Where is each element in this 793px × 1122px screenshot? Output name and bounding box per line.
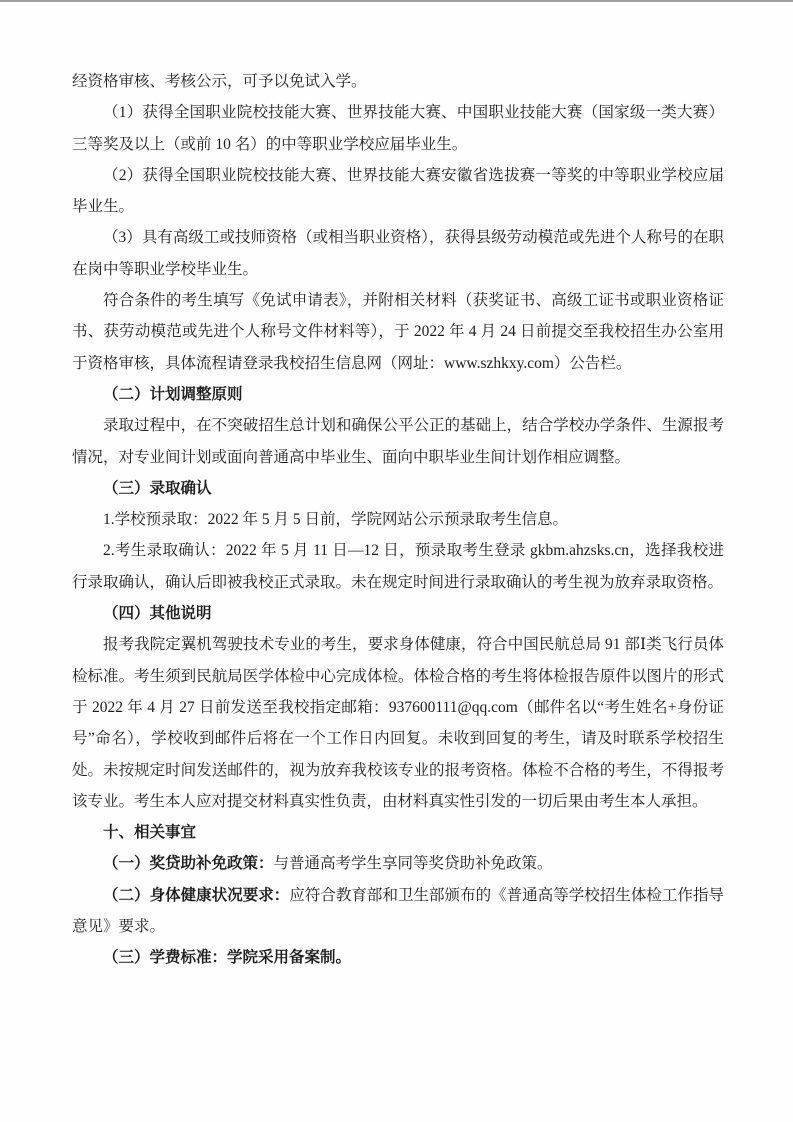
paragraph-text: 1.学校预录取：2022 年 5 月 5 日前，学院网站公示预录取考生信息。 bbox=[103, 511, 569, 529]
paragraph bbox=[72, 410, 724, 473]
paragraph bbox=[72, 535, 724, 598]
paragraph-text: 经资格审核、考核公示，可予以免试入学。 bbox=[72, 73, 367, 90]
paragraph-text: （三）录取确认 bbox=[103, 479, 212, 497]
paragraph-text: 录取过程中，在不突破招生总计划和确保公平公正的基础上，结合学校办学条件、生源报考情况，对专业间计划或面向普通高中毕业生、面向中职毕业生间计划作相应调整。 bbox=[72, 417, 724, 466]
paragraph-label: （二）身体健康状况要求： bbox=[103, 886, 290, 904]
paragraph-text: （二）计划调整原则 bbox=[103, 385, 243, 403]
paragraph-label: （三）学费标准： bbox=[103, 949, 228, 967]
paragraph-text: 学院采用备案制。 bbox=[227, 949, 352, 967]
paragraph bbox=[72, 848, 724, 879]
paragraph bbox=[72, 97, 724, 160]
scan-edge-artifact bbox=[0, 0, 793, 2]
paragraph bbox=[72, 285, 724, 379]
paragraph-text: （2）获得全国职业院校技能大赛、世界技能大赛安徽省选拔赛一等奖的中等职业学校应届毕业生。 bbox=[72, 166, 724, 216]
paragraph bbox=[72, 66, 724, 97]
paragraph bbox=[72, 880, 724, 943]
section-heading bbox=[72, 942, 724, 973]
paragraph bbox=[72, 222, 724, 285]
paragraph-text: （四）其他说明 bbox=[103, 605, 212, 623]
paragraph-text: 十、相关事宜 bbox=[103, 824, 197, 842]
paragraph-text: 应符合教育部和卫生部颁布的《普通高等学校招生体检工作指导意见》要求。 bbox=[72, 886, 724, 936]
paragraph-text: 符合条件的考生填写《免试申请表》，并附相关材料（获奖证书、高级工证书或职业资格证书、获劳动模范或先进个人称号文件材料等），于 2022 年 4 月 24 日前提交至我校招生办公室用于资格审核，具体流程请登录我校招生信息网（网址：www.szhkxy.com）公告栏。 bbox=[72, 292, 724, 372]
paragraph-text: 2.考生录取确认：2022 年 5 月 11 日—12 日，预录取考生登录 gkbm.ahzsks.cn，选择我校进行录取确认，确认后即被我校正式录取。未在规定时间进行录取确认的考生视为放弃录取资格。 bbox=[72, 542, 724, 591]
paragraph bbox=[72, 504, 724, 535]
section-heading bbox=[72, 379, 724, 410]
section-heading bbox=[72, 473, 724, 504]
paragraph-text: 与普通高考学生享同等奖贷助补免政策。 bbox=[273, 855, 553, 873]
paragraph bbox=[72, 629, 724, 817]
section-heading bbox=[72, 598, 724, 629]
section-heading bbox=[72, 817, 724, 848]
paragraph-text: （1）获得全国职业院校技能大赛、世界技能大赛、中国职业技能大赛（国家级一类大赛）三等奖及以上（或前 10 名）的中等职业学校应届毕业生。 bbox=[72, 104, 724, 153]
paragraph-text: 报考我院定翼机驾驶技术专业的考生，要求身体健康，符合中国民航总局 91 部Ⅰ类飞行员体检标准。考生须到民航局医学体检中心完成体检。体检合格的考生将体检报告原件以图片的形式于 2022 年 4 月 27 日前发送至我校指定邮箱：937600111@qq.com（邮件名以“考生姓名+身份证号”命名），学校收到邮件后将在一个工作日内回复。未收到回复的考生，请及时联系学校招生处。未按规定时间发送邮件的，视为放弃我校该专业的报考资格。体检不合格的考生，不得报考该专业。考生本人应对提交材料真实性负责，由材料真实性引发的一切后果由考生本人承担。 bbox=[72, 636, 724, 810]
paragraph-text: （3）具有高级工或技师资格（或相当职业资格），获得县级劳动模范或先进个人称号的在职在岗中等职业学校毕业生。 bbox=[72, 229, 724, 278]
paragraph-label: （一）奖贷助补免政策： bbox=[103, 855, 274, 873]
paragraph bbox=[72, 160, 724, 223]
